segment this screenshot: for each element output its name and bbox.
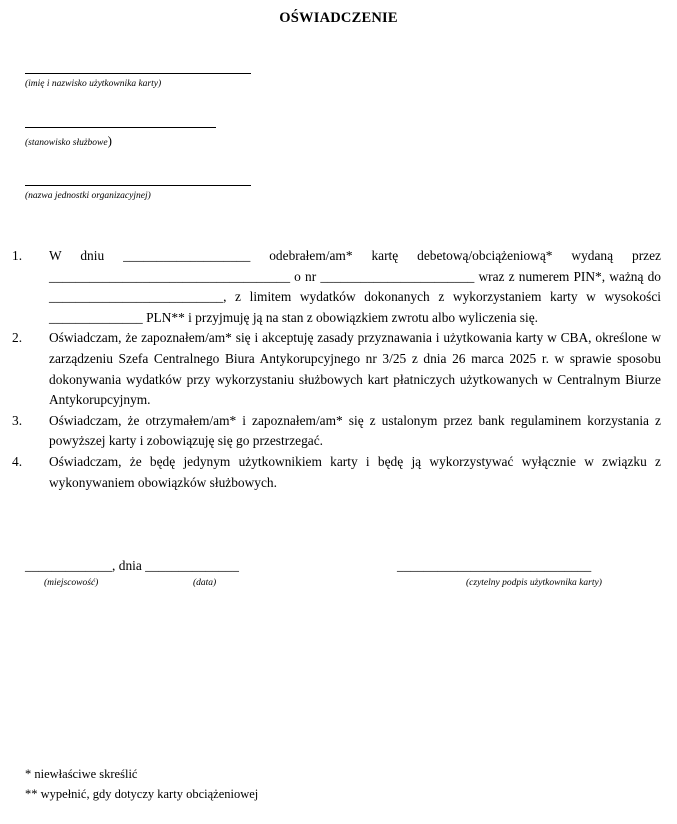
- name-caption: (imię i nazwisko użytkownika karty): [25, 79, 162, 89]
- page-title: OŚWIADCZENIE: [279, 10, 398, 26]
- statement-text: Oświadczam, że zapoznałem/am* się i akceptuję zasady przyznawania i użytkowania karty w CBA, określone w zarządzeniu Szefa Centralnego Biura Antykorupcyjnego nr 3/25 z dnia 26 marca 2025 r. w sprawie sposobu dokonywania wydatków przy wykorzystaniu służbowych kart płatniczych użytkowanych w Centralnym Biurze Antykorupcyjnym.: [49, 330, 661, 408]
- unit-line: [25, 185, 251, 186]
- statement-list: [12, 246, 661, 493]
- name-line: [25, 73, 251, 74]
- footnote-fill: ** wypełnić, gdy dotyczy karty obciążeniowej: [25, 787, 259, 801]
- statement-number: 4.: [12, 453, 23, 469]
- statement-item: [12, 452, 661, 493]
- statement-item: [12, 246, 661, 328]
- date-line: ______________: [145, 558, 239, 573]
- date-caption: (data): [193, 578, 217, 588]
- position-caption-close: ): [107, 133, 112, 148]
- place-caption: (miejscowość): [44, 578, 99, 588]
- dnia-label: , dnia: [112, 558, 142, 573]
- position-caption-text: (stanowisko służbowe: [25, 138, 108, 148]
- position-line: [25, 127, 216, 128]
- statement-item: [12, 328, 661, 410]
- footnote-strike: * niewłaściwe skreślić: [25, 767, 138, 781]
- statement-number: 2.: [12, 330, 23, 346]
- signature-place-date: [25, 558, 239, 574]
- statement-number: 3.: [12, 412, 23, 428]
- statement-item: [12, 411, 661, 452]
- unit-caption: (nazwa jednostki organizacyjnej): [25, 191, 151, 201]
- position-caption: [25, 133, 112, 149]
- place-line: _____________: [25, 558, 113, 573]
- signature-caption: (czytelny podpis użytkownika karty): [466, 578, 602, 588]
- statement-text: Oświadczam, że będę jedynym użytkownikiem karty i będę ją wykorzystywać wyłącznie w związku z wykonywaniem obowiązków służbowych.: [49, 453, 661, 490]
- statement-text: W dniu ___________________ odebrałem/am* kartę debetową/obciążeniową* wydaną przez ____________________________________ o nr _______________________ wraz z numerem PIN*, ważną do __________________________, z limitem wydatków dokonanych z wykorzystaniem karty w wysokości ______________ PLN** i przyjmuję ją na stan z obowiązkiem zwrotu albo wyliczenia się.: [49, 248, 661, 325]
- signature-line: _____________________________: [397, 558, 592, 573]
- statement-number: 1.: [12, 248, 23, 263]
- statement-text: Oświadczam, że otrzymałem/am* i zapoznałem/am* się z ustalonym przez bank regulaminem korzystania z powyższej karty i zobowiązuję się go przestrzegać.: [49, 412, 661, 449]
